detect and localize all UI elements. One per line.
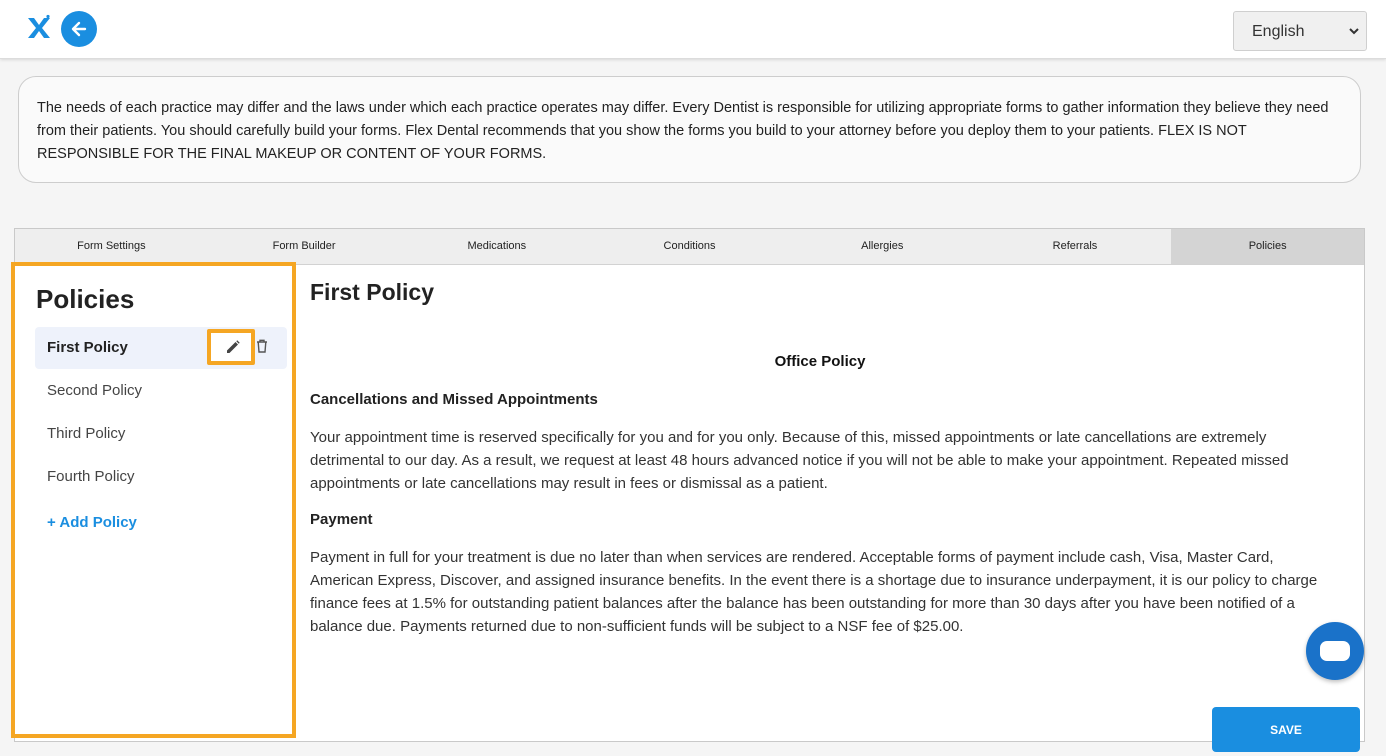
sidebar-item-label: First Policy — [47, 339, 128, 356]
section-heading-payment: Payment — [310, 511, 373, 528]
save-button[interactable]: SAVE — [1212, 707, 1360, 752]
tab-bar — [15, 229, 1364, 265]
edit-policy-button[interactable] — [207, 329, 255, 365]
top-bar — [0, 0, 1386, 59]
tab-referrals[interactable]: Referrals — [1052, 240, 1098, 252]
back-button[interactable] — [61, 11, 97, 47]
sidebar-title: Policies — [36, 284, 135, 314]
sidebar-item-label: Second Policy — [47, 382, 143, 399]
sidebar-item-third-policy[interactable] — [35, 413, 287, 455]
tab-form-settings[interactable]: Form Settings — [77, 240, 146, 252]
policies-sidebar — [11, 262, 296, 738]
tab-medications[interactable]: Medications — [467, 240, 527, 252]
pencil-icon — [226, 340, 240, 354]
tab-allergies[interactable]: Allergies — [861, 240, 904, 252]
sidebar-item-second-policy[interactable] — [35, 370, 287, 412]
arrow-left-icon — [69, 19, 89, 39]
trash-icon[interactable] — [256, 339, 268, 353]
disclaimer-text: The needs of each practice may differ and the laws under which each practice operates may differ. Every Dentist is responsible for utilizing appropriate forms to gather information they believe they need from their patients. You should carefully build your forms. Flex Dental recommends that you show the forms you build to your attorney before you deploy them to your patients. FLEX IS NOT RESPONSIBLE FOR THE FINAL MAKEUP OR CONTENT OF YOUR FORMS. — [37, 100, 1329, 162]
section-heading-cancellations: Cancellations and Missed Appointments — [310, 391, 598, 408]
language-select-value: English — [1252, 23, 1305, 40]
disclaimer-banner — [18, 76, 1361, 183]
tab-policies[interactable]: Policies — [1171, 229, 1364, 264]
chat-button[interactable] — [1306, 622, 1364, 680]
add-policy-link[interactable]: + Add Policy — [47, 514, 137, 531]
sidebar-item-label: Fourth Policy — [47, 468, 135, 485]
policy-content — [310, 279, 1340, 635]
section-body-cancellations: Your appointment time is reserved specifically for you and for you only. Because of this, missed appointments or late cancellations are extremely detrimental to our day. As a result, we request at least 48 hours advanced notice if you will not be able to make your appointment. Repeated missed appointments or late cancellations may result in fees or dismissal as a patient. — [310, 429, 1289, 492]
sidebar-item-label: Third Policy — [47, 425, 126, 442]
tab-conditions[interactable]: Conditions — [663, 240, 716, 252]
chat-bubble-icon — [1320, 641, 1350, 661]
language-select[interactable] — [1233, 11, 1367, 51]
tab-form-builder[interactable]: Form Builder — [272, 240, 336, 252]
policy-title: First Policy — [310, 279, 434, 305]
chevron-down-icon — [1348, 25, 1360, 37]
form-editor-panel — [14, 228, 1365, 742]
flex-logo-icon — [26, 14, 52, 42]
section-body-payment: Payment in full for your treatment is due no later than when services are rendered. Acceptable forms of payment include cash, Visa, Master Card, American Express, Discover, and assigned insurance benefits. In the event there is a shortage due to insurance underpayment, it is our policy to charge finance fees at 1.5% for outstanding patient balances after the balance has been outstanding for more than 30 days after you have been notified of a balance due. Payments returned due to non-sufficient funds will be subject to a NSF fee of $25.00. — [310, 549, 1318, 635]
sidebar-item-fourth-policy[interactable] — [35, 456, 287, 498]
office-policy-heading: Office Policy — [774, 353, 866, 370]
